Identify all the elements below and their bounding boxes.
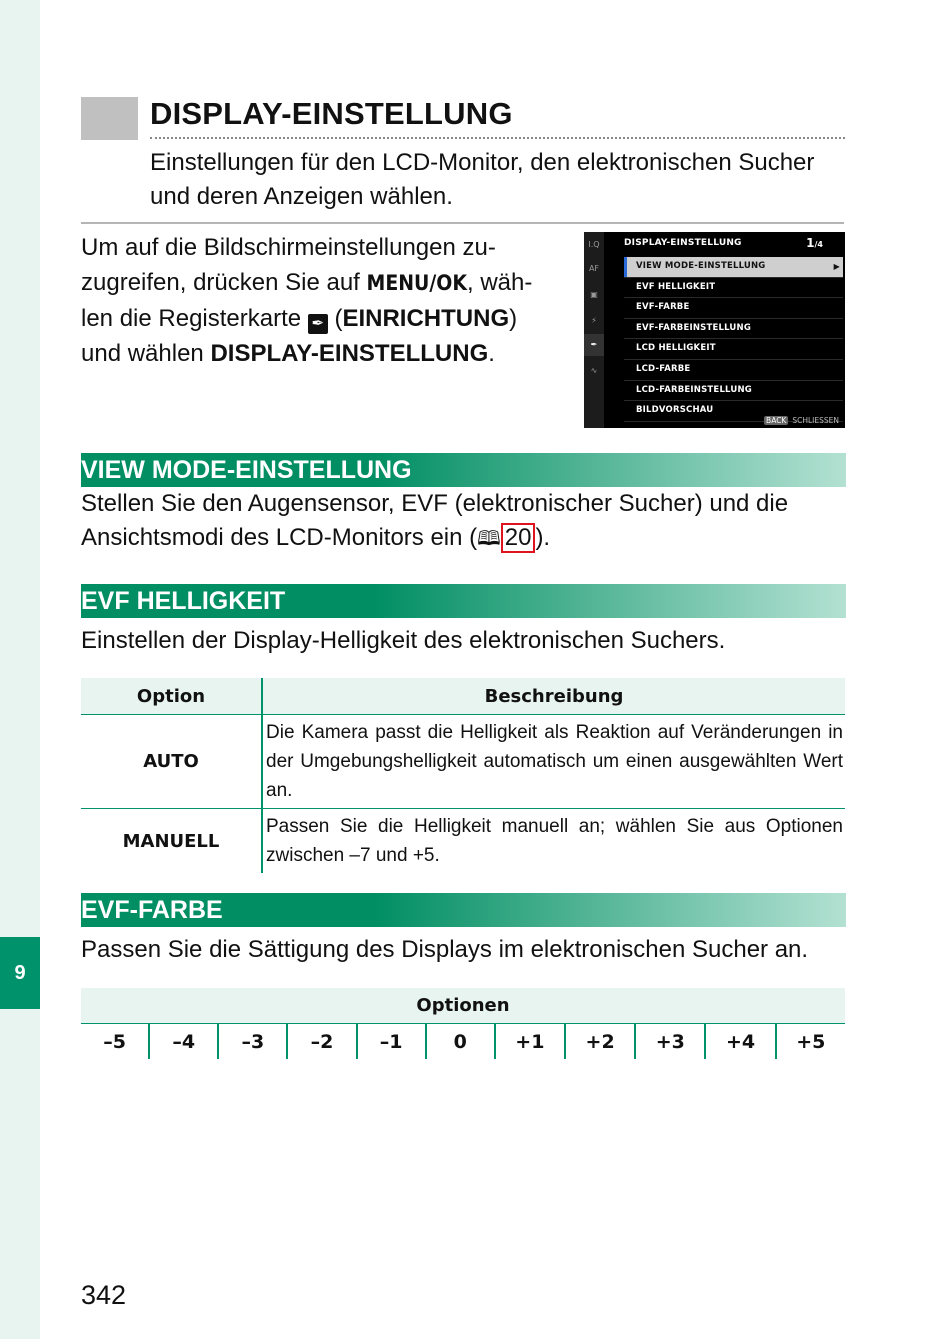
section-title: VIEW MODE-EINSTELLUNG bbox=[81, 456, 412, 484]
cam-tab-iq-icon: I.Q bbox=[588, 240, 600, 249]
paren-open: ( bbox=[327, 305, 343, 332]
camera-menu-footer bbox=[764, 416, 839, 425]
menu-ok-key: MENU/OK bbox=[366, 271, 467, 295]
section-header-view-mode bbox=[81, 453, 846, 487]
section-divider bbox=[81, 222, 844, 224]
section-header-evf-color bbox=[81, 893, 846, 927]
chapter-sidebar bbox=[0, 0, 40, 1339]
section-title: EVF HELLIGKEIT bbox=[81, 587, 286, 615]
section-header-evf-brightness bbox=[81, 584, 846, 618]
access-line-1: Um auf die Bildschirmeinstellungen zu- bbox=[81, 234, 496, 261]
value-cell: 0 bbox=[426, 1024, 495, 1060]
close-label: SCHLIESSEN bbox=[792, 416, 839, 425]
wrench-icon: ✒ bbox=[308, 314, 328, 334]
camera-menu-item: EVF-FARBEINSTELLUNG bbox=[624, 319, 843, 340]
access-line-4-post: . bbox=[488, 340, 495, 367]
color-values-table bbox=[81, 988, 845, 1059]
evf-color-text: Passen Sie die Sättigung des Displays im elektronischen Sucher an. bbox=[81, 936, 809, 963]
table-row bbox=[81, 715, 845, 809]
cam-tab-wave-icon: ∿ bbox=[590, 366, 598, 375]
intro-text: Einstellungen für den LCD-Monitor, den elektronischen Sucher und deren Anzeigen wählen. bbox=[150, 149, 815, 210]
setup-tab-name: EINRICHTUNG bbox=[342, 305, 510, 332]
camera-menu-item: BILDVORSCHAU bbox=[624, 401, 843, 422]
option-name: MANUELL bbox=[81, 809, 262, 874]
cam-tab-afmf-icon: AF bbox=[588, 264, 600, 273]
page-number: 342 bbox=[81, 1280, 127, 1310]
camera-menu-tabs bbox=[584, 232, 604, 428]
value-cell: +5 bbox=[796, 1030, 826, 1053]
value-cell: –1 bbox=[357, 1024, 426, 1060]
table-row bbox=[81, 1024, 845, 1060]
brightness-options-table bbox=[81, 678, 845, 873]
access-line-4-pre: und wählen bbox=[81, 340, 211, 367]
value-cell: +4 bbox=[705, 1024, 775, 1060]
target-menu-name: DISPLAY-EINSTELLUNG bbox=[210, 340, 489, 367]
camera-menu-page bbox=[806, 236, 823, 250]
book-icon: 🕮 bbox=[477, 528, 501, 550]
camera-menu-screenshot bbox=[584, 232, 845, 428]
value-cell: +1 bbox=[495, 1024, 565, 1060]
option-description: Die Kamera passt die Helligkeit als Reaktion auf Veränderungen in der Umgebungshelligkeit automatisch um einen ausgewählten Wert an. bbox=[262, 715, 845, 809]
title-marker-block bbox=[81, 97, 138, 140]
back-key-icon: BACK bbox=[766, 416, 787, 425]
page-reference-link[interactable]: 20 bbox=[501, 523, 536, 553]
table-row bbox=[81, 809, 845, 874]
table-header-option: Option bbox=[81, 678, 262, 715]
value-cell: +3 bbox=[635, 1024, 705, 1060]
option-name: AUTO bbox=[81, 715, 262, 809]
camera-menu-item: LCD-FARBE bbox=[624, 360, 843, 381]
view-mode-text: Stellen Sie den Augensensor, EVF (elektronischer Sucher) und die Ansichtsmodi des LCD-Monitors ein (🕮 20 ). bbox=[81, 490, 789, 551]
camera-menu-item: LCD HELLIGKEIT bbox=[624, 339, 843, 360]
value-cell: –4 bbox=[149, 1024, 218, 1060]
camera-menu-item: EVF-FARBE bbox=[624, 298, 843, 319]
value-cell: +2 bbox=[565, 1024, 635, 1060]
cam-tab-wrench-icon: ✒ bbox=[584, 334, 604, 356]
evf-brightness-text: Einstellen der Display-Helligkeit des elektronischen Suchers. bbox=[81, 627, 726, 654]
camera-menu-title: DISPLAY-EINSTELLUNG bbox=[624, 238, 742, 248]
camera-menu-item: VIEW MODE-EINSTELLUNG ▶ bbox=[624, 257, 843, 278]
title-dotted-divider bbox=[150, 137, 845, 139]
page-title: DISPLAY-EINSTELLUNG bbox=[150, 96, 513, 131]
access-line-2-pre: zugreifen, drücken Sie auf bbox=[81, 269, 367, 296]
section-title: EVF-FARBE bbox=[81, 896, 223, 924]
access-line-3-pre: len die Registerkarte bbox=[81, 305, 308, 332]
value-cell: –5 bbox=[81, 1024, 149, 1060]
value-cell: –2 bbox=[287, 1024, 356, 1060]
value-cell: –3 bbox=[218, 1024, 287, 1060]
chapter-tab[interactable]: 9 bbox=[0, 937, 40, 1009]
access-line-2-post: , wäh- bbox=[466, 269, 533, 296]
triangle-right-icon: ▶ bbox=[833, 262, 840, 271]
cam-tab-camera-icon: ▣ bbox=[590, 290, 598, 299]
cam-tab-flash-icon: ⚡ bbox=[591, 316, 597, 325]
camera-menu-item: LCD-FARBEINSTELLUNG bbox=[624, 381, 843, 402]
option-description: Passen Sie die Helligkeit manuell an; wählen Sie aus Optionen zwischen –7 und +5. bbox=[266, 816, 843, 866]
table-header-options: Optionen bbox=[81, 988, 845, 1024]
camera-menu-item: EVF HELLIGKEIT bbox=[624, 278, 843, 299]
paren-close: ) bbox=[509, 305, 518, 332]
camera-page-total: /4 bbox=[814, 240, 823, 249]
table-header-description: Beschreibung bbox=[262, 678, 845, 715]
camera-menu-list bbox=[624, 257, 843, 422]
camera-page-current: 1 bbox=[806, 236, 815, 250]
access-instructions bbox=[81, 230, 571, 371]
